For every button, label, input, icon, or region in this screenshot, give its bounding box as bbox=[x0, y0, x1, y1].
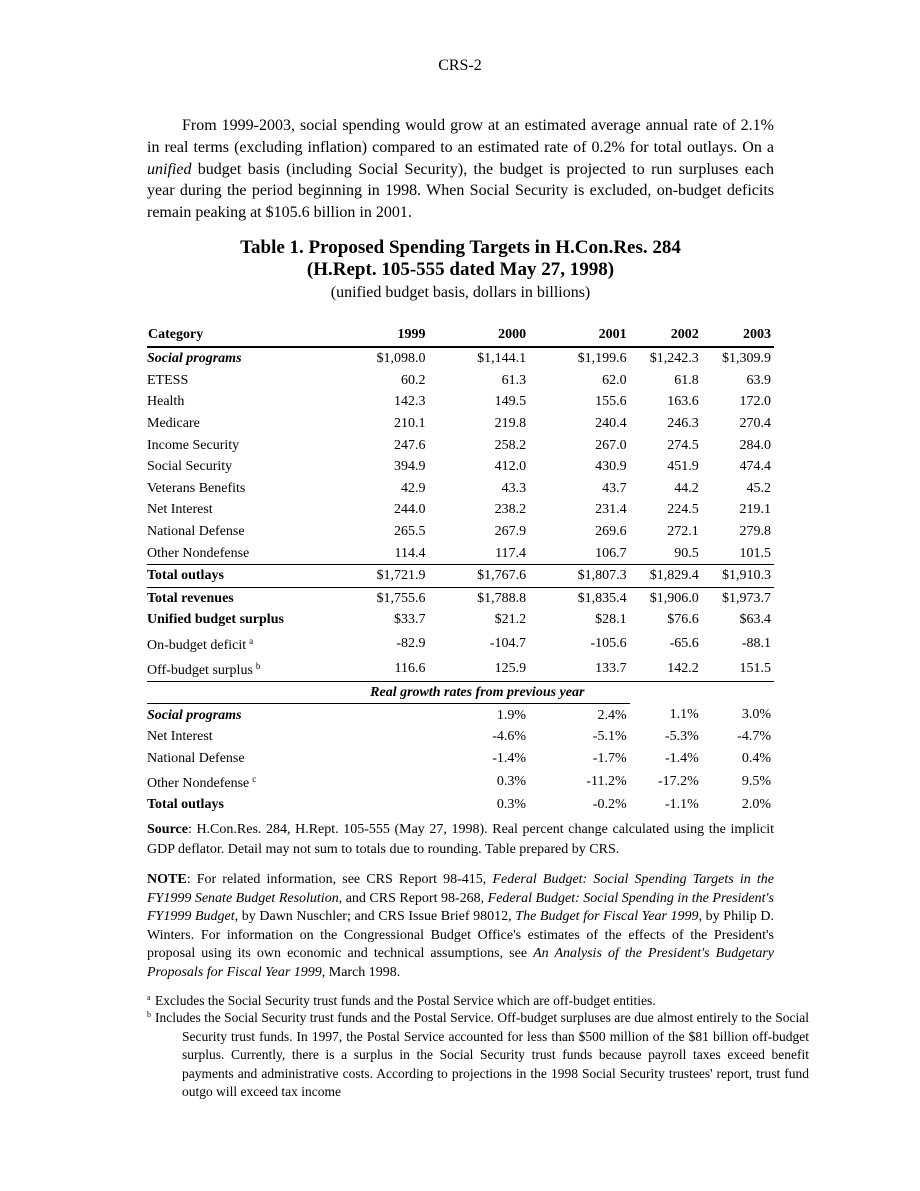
cell: -65.6 bbox=[669, 635, 699, 651]
row-label: Medicare bbox=[147, 416, 200, 432]
cell: 142.2 bbox=[630, 656, 702, 682]
table-row bbox=[147, 391, 774, 413]
cell bbox=[328, 704, 429, 726]
cell: -1.7% bbox=[592, 750, 627, 766]
cell: -5.3% bbox=[664, 729, 699, 745]
cell: $1,144.1 bbox=[477, 351, 527, 367]
growth-row bbox=[147, 726, 774, 748]
cell: -0.2% bbox=[592, 797, 627, 813]
row-label: Unified budget surplus bbox=[147, 612, 284, 628]
cell: $28.1 bbox=[595, 612, 627, 628]
cell: 394.9 bbox=[394, 459, 426, 475]
cell: $21.2 bbox=[494, 612, 527, 628]
table-row bbox=[147, 347, 774, 370]
intro-paragraph: From 1999-2003, social spending would grow at an estimated average annual rate of 2.1% in real terms (excluding inflation) compared to an estimated rate of 0.2% for total outlays. On a unified budget basis (including Social Security), the budget is projected to run surpluses each year during the period beginning in 1998. When Social Security is excluded, on-budget deficits remain peaking at $105.6 billion in 2001. bbox=[147, 117, 774, 222]
table-row bbox=[147, 413, 774, 435]
cell: 269.6 bbox=[595, 524, 627, 540]
table-header-row bbox=[147, 324, 774, 347]
table-row-total-revenues bbox=[147, 587, 774, 609]
cell: 155.6 bbox=[595, 394, 627, 410]
cell: 63.9 bbox=[746, 372, 771, 388]
cell: 272.1 bbox=[667, 524, 699, 540]
cell: 219.8 bbox=[494, 416, 527, 432]
cell: 1.9% bbox=[496, 707, 527, 723]
row-label: On-budget deficit $^a$ bbox=[147, 635, 254, 653]
cell: $1,199.6 bbox=[577, 351, 627, 367]
cell: 240.4 bbox=[595, 416, 627, 432]
cell: $1,242.3 bbox=[649, 351, 699, 367]
column-header-year: 2003 bbox=[702, 324, 774, 347]
cell: 90.5 bbox=[674, 545, 699, 561]
cell: -82.9 bbox=[396, 635, 426, 651]
growth-row bbox=[147, 748, 774, 770]
column-header-year: 2001 bbox=[529, 324, 630, 347]
source-note: Source: H.Con.Res. 284, H.Rept. 105-555 (May 27, 1998). Real percent change calculated using the implicit GDP deflator. Detail may not sum to totals due to rounding. Table prepared by CRS. bbox=[147, 822, 774, 857]
cell bbox=[328, 726, 429, 748]
cell: $1,835.4 bbox=[529, 587, 630, 609]
column-header-category: Category bbox=[147, 324, 328, 347]
table-title: Table 1. Proposed Spending Targets in H.Con.Res. 284 (H.Rept. 105-555 dated May 27, 1998) bbox=[240, 237, 681, 280]
cell: $1,755.6 bbox=[328, 587, 429, 609]
cell: 267.0 bbox=[595, 437, 627, 453]
growth-heading: Real growth rates from previous year bbox=[328, 681, 630, 704]
column-header-year: 2002 bbox=[630, 324, 702, 347]
table-row bbox=[147, 370, 774, 392]
table-row bbox=[147, 478, 774, 500]
cell: 474.4 bbox=[739, 459, 771, 475]
cell: 114.4 bbox=[394, 545, 426, 561]
cell: 62.0 bbox=[602, 372, 627, 388]
row-label: Off-budget surplus $^b$ bbox=[147, 656, 328, 682]
cell: 106.7 bbox=[595, 545, 627, 561]
row-label: National Defense bbox=[147, 750, 245, 766]
row-label: Net Interest bbox=[147, 502, 213, 518]
cell: $1,788.8 bbox=[429, 587, 530, 609]
table-row bbox=[147, 456, 774, 478]
cell: 210.1 bbox=[394, 416, 426, 432]
cell: 238.2 bbox=[494, 502, 527, 518]
cell: 231.4 bbox=[595, 502, 627, 518]
cell: 430.9 bbox=[595, 459, 627, 475]
cell: 412.0 bbox=[494, 459, 527, 475]
growth-section-heading bbox=[147, 681, 774, 704]
cell: -1.4% bbox=[664, 750, 699, 766]
row-label: Health bbox=[147, 394, 185, 410]
cell: 0.3% bbox=[496, 797, 527, 813]
cell: $1,309.9 bbox=[722, 351, 771, 367]
cell: -4.6% bbox=[492, 729, 527, 745]
row-label: Other Nondefense bbox=[147, 545, 250, 561]
footnote-mark: c bbox=[252, 774, 257, 785]
cell: 142.3 bbox=[394, 394, 426, 410]
cell: 42.9 bbox=[401, 480, 426, 496]
cell: 61.3 bbox=[501, 372, 527, 388]
cell: 117.4 bbox=[495, 545, 527, 561]
column-header-year: 2000 bbox=[429, 324, 530, 347]
cell: $1,973.7 bbox=[702, 587, 774, 609]
row-label: Income Security bbox=[147, 437, 240, 453]
row-label: Veterans Benefits bbox=[147, 480, 246, 496]
spending-table bbox=[147, 324, 774, 816]
table-row bbox=[147, 499, 774, 521]
table-row bbox=[147, 542, 774, 564]
cell: 101.5 bbox=[739, 545, 771, 561]
table-row bbox=[147, 656, 774, 682]
cell: 9.5% bbox=[741, 774, 771, 790]
cell: 284.0 bbox=[739, 437, 771, 453]
row-label: Total outlays bbox=[147, 797, 224, 813]
cell: $33.7 bbox=[394, 612, 426, 628]
row-label: ETESS bbox=[147, 372, 189, 388]
cell: 44.2 bbox=[674, 480, 699, 496]
cell: $1,098.0 bbox=[376, 351, 426, 367]
row-label: Social programs bbox=[147, 351, 242, 367]
cell: 61.8 bbox=[674, 372, 699, 388]
table-subtitle: (unified budget basis, dollars in billions) bbox=[330, 284, 591, 301]
cell: -4.7% bbox=[737, 729, 771, 745]
row-label: National Defense bbox=[147, 524, 245, 540]
cell: 1.1% bbox=[669, 707, 699, 723]
cell: $1,807.3 bbox=[529, 564, 630, 587]
cell: 116.6 bbox=[328, 656, 429, 682]
footnote-b: b Includes the Social Security trust funds and the Postal Service. Off-budget surpluses are due almost entirely to the Social Security trust funds. In 1997, the Postal Service accounted for less than $500 million of the $81 billion off-budget surplus. Currently, there is a surplus in the Social Security trust funds because payroll taxes exceed benefit payments and administrative costs. According to projections in the 1998 Social Security trustees' report, trust fund outgo will exceed tax income bbox=[147, 1010, 809, 1100]
cell bbox=[328, 769, 429, 794]
cell: 43.3 bbox=[501, 480, 527, 496]
cell: -17.2% bbox=[657, 774, 699, 790]
cell: -1.4% bbox=[492, 750, 527, 766]
cell: 279.8 bbox=[739, 524, 771, 540]
cell bbox=[328, 794, 429, 816]
cell: 60.2 bbox=[401, 372, 426, 388]
cell: 0.3% bbox=[496, 774, 527, 790]
cell: 219.1 bbox=[739, 502, 771, 518]
row-label: Total outlays bbox=[147, 564, 328, 587]
related-info-note: NOTE: For related information, see CRS Report 98-415, Federal Budget: Social Spending Targets in the FY1999 Senate Budget Resolution, and CRS Report 98-268, Federal Budget: Social Spending in the President's FY1999 Budget, by Dawn Nuschler; and CRS Issue Brief 98012, The Budget for Fiscal Year 1999, by Philip D. Winters. For information on the Congressional Budget Office's estimates of the effects of the President's proposal using its own economic and technical assumptions, see An Analysis of the President's Budgetary Proposals for Fiscal Year 1999, March 1998. bbox=[147, 872, 774, 980]
table-row bbox=[147, 434, 774, 456]
cell: 149.5 bbox=[494, 394, 527, 410]
cell: 133.7 bbox=[529, 656, 630, 682]
cell: 265.5 bbox=[394, 524, 426, 540]
cell: 274.5 bbox=[667, 437, 699, 453]
cell: 267.9 bbox=[494, 524, 527, 540]
footnote-mark: b bbox=[255, 660, 261, 671]
cell: 270.4 bbox=[739, 416, 771, 432]
cell: 2.0% bbox=[741, 797, 771, 813]
cell: $1,829.4 bbox=[630, 564, 702, 587]
cell: $1,910.3 bbox=[702, 564, 774, 587]
footnote-mark: a bbox=[249, 635, 254, 646]
cell bbox=[328, 748, 429, 770]
footnote-a: a Excludes the Social Security trust funds and the Postal Service which are off-budget entities. bbox=[147, 993, 656, 1008]
table-row bbox=[147, 521, 774, 543]
cell: 246.3 bbox=[667, 416, 699, 432]
cell: 451.9 bbox=[667, 459, 699, 475]
row-label: Social programs bbox=[147, 707, 242, 723]
cell: $76.6 bbox=[667, 612, 699, 628]
cell: 244.0 bbox=[394, 502, 426, 518]
cell: $1,906.0 bbox=[630, 587, 702, 609]
table-row bbox=[147, 631, 774, 656]
cell: -1.1% bbox=[664, 797, 699, 813]
cell: 3.0% bbox=[741, 707, 771, 723]
cell: -105.6 bbox=[590, 635, 627, 651]
row-label: Social Security bbox=[147, 459, 233, 475]
row-label: Net Interest bbox=[147, 729, 213, 745]
cell: $63.4 bbox=[739, 612, 771, 628]
table-row bbox=[147, 609, 774, 631]
cell: 247.6 bbox=[394, 437, 426, 453]
cell: -11.2% bbox=[586, 774, 627, 790]
growth-row bbox=[147, 704, 774, 726]
table-row-total-outlays bbox=[147, 564, 774, 587]
growth-row bbox=[147, 794, 774, 816]
growth-row bbox=[147, 769, 774, 794]
cell: 125.9 bbox=[429, 656, 530, 682]
cell: 224.5 bbox=[667, 502, 699, 518]
cell: 172.0 bbox=[739, 394, 771, 410]
cell: -88.1 bbox=[741, 635, 771, 651]
column-header-year: 1999 bbox=[328, 324, 429, 347]
cell: 43.7 bbox=[602, 480, 627, 496]
cell: 0.4% bbox=[741, 750, 771, 766]
cell: 45.2 bbox=[746, 480, 771, 496]
cell: 151.5 bbox=[702, 656, 774, 682]
cell: -5.1% bbox=[592, 729, 627, 745]
page-header: CRS-2 bbox=[438, 57, 482, 74]
cell: 258.2 bbox=[494, 437, 527, 453]
row-label: Total revenues bbox=[147, 587, 328, 609]
cell: 163.6 bbox=[667, 394, 699, 410]
cell: $1,767.6 bbox=[429, 564, 530, 587]
cell: -104.7 bbox=[489, 635, 527, 651]
cell: 2.4% bbox=[597, 707, 627, 723]
cell: $1,721.9 bbox=[328, 564, 429, 587]
row-label: Other Nondefense $^c$ bbox=[147, 774, 257, 792]
